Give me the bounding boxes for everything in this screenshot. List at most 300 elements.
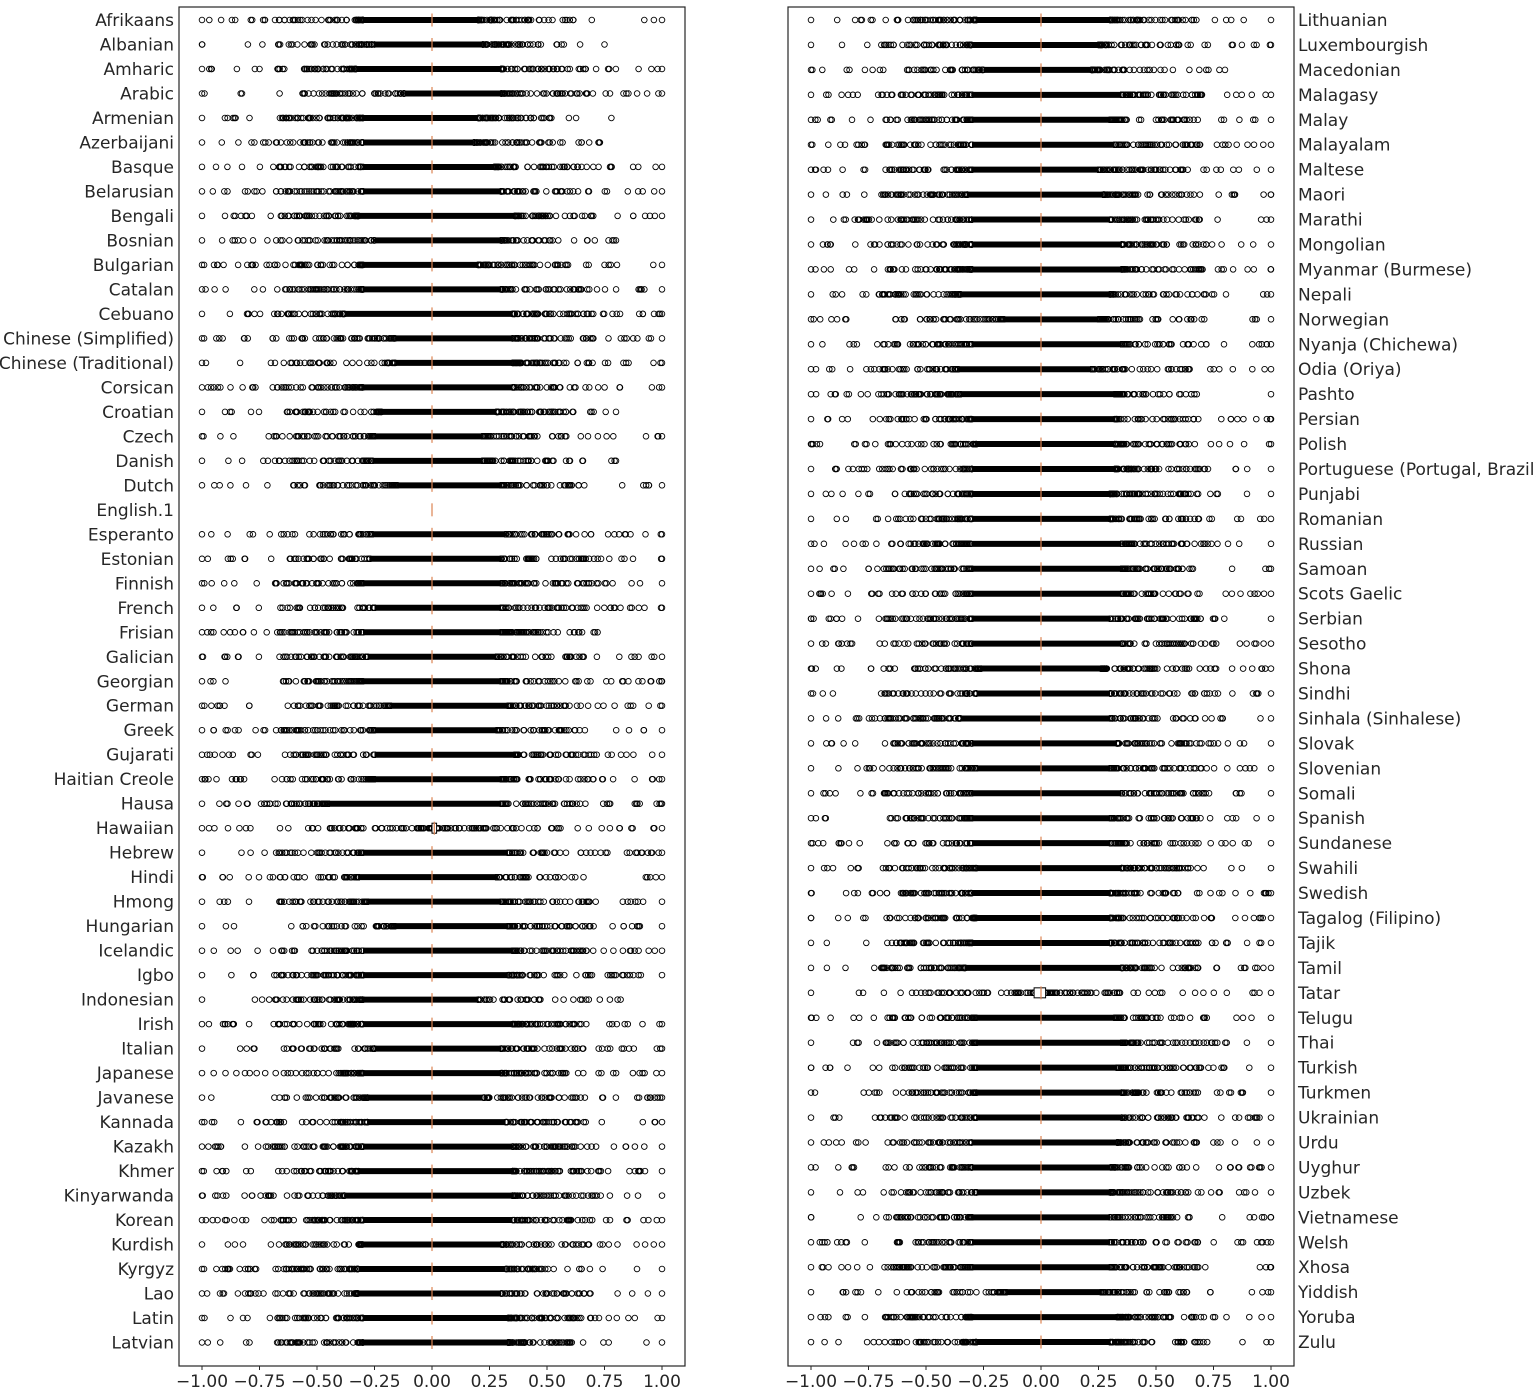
- left-outlier-point: [659, 262, 665, 268]
- left-outlier-point: [651, 17, 657, 23]
- left-outlier-point: [602, 605, 608, 611]
- left-category-label: Bulgarian: [93, 256, 174, 276]
- left-outlier-point: [544, 189, 550, 195]
- left-outlier-point: [612, 703, 618, 709]
- left-outlier-point: [543, 581, 549, 587]
- left-outlier-point: [199, 483, 205, 489]
- left-box-row: [110, 207, 664, 227]
- left-outlier-point: [199, 189, 205, 195]
- left-outlier-point: [251, 630, 257, 636]
- left-outlier-point: [228, 385, 234, 391]
- left-outlier-point: [659, 654, 665, 660]
- left-outlier-point: [256, 409, 262, 415]
- left-outlier-point: [607, 91, 613, 97]
- left-outlier-point: [234, 66, 240, 72]
- left-outlier-point: [345, 262, 351, 268]
- left-outlier-point: [239, 458, 245, 464]
- left-outlier-point: [595, 703, 601, 709]
- left-box-row: [123, 427, 665, 447]
- left-category-label: Gujarati: [106, 746, 174, 766]
- left-outlier-point: [651, 360, 657, 366]
- left-outlier-point: [590, 360, 596, 366]
- left-category-label: Bosnian: [106, 231, 174, 251]
- left-category-label: Basque: [111, 158, 174, 178]
- left-outlier-point: [350, 360, 356, 366]
- left-outlier-point: [199, 164, 205, 170]
- left-outlier-point: [245, 336, 251, 342]
- left-category-label: Amharic: [104, 60, 174, 80]
- left-outlier-point: [575, 360, 581, 366]
- left-outlier-point: [651, 262, 657, 268]
- left-outlier-point: [625, 189, 631, 195]
- left-outlier-point: [203, 287, 209, 293]
- left-outlier-point: [649, 66, 655, 72]
- left-outlier-point: [582, 532, 588, 538]
- left-outlier-point: [642, 605, 648, 611]
- left-outlier-point: [596, 164, 602, 170]
- left-xtick-label: 0.25: [471, 1372, 509, 1392]
- left-category-label: English.1: [96, 501, 174, 521]
- left-outlier-point: [649, 385, 655, 391]
- left-outlier-point: [557, 311, 563, 317]
- left-outlier-point: [614, 262, 620, 268]
- left-outlier-point: [199, 458, 205, 464]
- left-outlier-point: [266, 140, 272, 146]
- left-outlier-point: [243, 483, 249, 489]
- left-outlier-point: [228, 483, 234, 489]
- left-xtick-label: −0.50: [291, 1372, 343, 1392]
- left-outlier-point: [257, 311, 263, 317]
- left-box-row: [123, 476, 664, 496]
- left-outlier-point: [606, 238, 612, 244]
- left-outlier-point: [532, 654, 538, 660]
- left-outlier-point: [605, 532, 611, 538]
- left-outlier-point: [531, 164, 537, 170]
- left-outlier-point: [602, 385, 608, 391]
- left-outlier-point: [222, 213, 228, 219]
- left-outlier-point: [199, 532, 205, 538]
- left-outlier-point: [245, 42, 251, 48]
- left-outlier-point: [221, 262, 227, 268]
- left-outlier-point: [644, 91, 650, 97]
- left-outlier-point: [339, 581, 345, 587]
- left-outlier-point: [619, 483, 625, 489]
- left-outlier-point: [573, 115, 579, 121]
- left-outlier-point: [227, 311, 233, 317]
- left-outlier-point: [646, 703, 652, 709]
- left-outlier-point: [634, 91, 640, 97]
- left-category-label: Belarusian: [84, 182, 174, 202]
- left-outlier-point: [659, 213, 665, 219]
- left-outlier-point: [354, 91, 360, 97]
- left-category-label: Catalan: [109, 280, 174, 300]
- left-outlier-point: [598, 556, 604, 562]
- left-outlier-point: [643, 434, 649, 440]
- left-outlier-point: [593, 66, 599, 72]
- left-outlier-point: [236, 140, 242, 146]
- left-outlier-point: [659, 17, 665, 23]
- left-outlier-point: [604, 434, 610, 440]
- left-xtick-label: 1.00: [643, 1372, 681, 1392]
- left-box-row: [117, 599, 664, 619]
- left-outlier-point: [360, 91, 366, 97]
- left-category-label: Bengali: [110, 207, 174, 227]
- left-outlier-point: [636, 66, 642, 72]
- left-category-label: Czech: [123, 427, 174, 447]
- left-outlier-point: [594, 654, 600, 660]
- left-outlier-point: [551, 630, 557, 636]
- left-outlier-point: [199, 17, 205, 23]
- left-category-label: Albanian: [100, 35, 174, 55]
- left-outlier-point: [199, 556, 205, 562]
- left-outlier-point: [653, 164, 659, 170]
- left-category-label: French: [117, 599, 174, 619]
- left-outlier-point: [534, 91, 540, 97]
- left-outlier-point: [231, 434, 237, 440]
- left-outlier-point: [284, 140, 290, 146]
- left-outlier-point: [557, 483, 563, 489]
- left-outlier-point: [525, 164, 531, 170]
- left-outlier-point: [246, 703, 252, 709]
- left-outlier-point: [659, 287, 665, 293]
- left-outlier-point: [256, 605, 262, 611]
- left-outlier-point: [610, 311, 616, 317]
- left-outlier-point: [636, 605, 642, 611]
- left-category-label: Chinese (Traditional): [0, 354, 174, 374]
- left-outlier-point: [642, 17, 648, 23]
- left-outlier-point: [629, 581, 635, 587]
- left-outlier-point: [613, 66, 619, 72]
- left-category-label: Estonian: [101, 550, 174, 570]
- left-outlier-point: [270, 336, 276, 342]
- left-outlier-point: [313, 17, 319, 23]
- left-outlier-point: [260, 287, 266, 293]
- left-outlier-point: [218, 17, 224, 23]
- left-outlier-point: [534, 458, 540, 464]
- left-outlier-point: [287, 238, 293, 244]
- left-outlier-point: [257, 164, 263, 170]
- left-category-label: Chinese (Simplified): [3, 329, 174, 349]
- left-outlier-point: [659, 581, 665, 587]
- left-outlier-point: [339, 262, 345, 268]
- left-outlier-point: [250, 238, 256, 244]
- left-box-row: [111, 158, 665, 178]
- left-outlier-point: [525, 605, 531, 611]
- left-outlier-point: [212, 287, 218, 293]
- left-outlier-point: [210, 189, 216, 195]
- left-outlier-point: [571, 238, 577, 244]
- left-outlier-point: [199, 679, 205, 685]
- left-outlier-point: [585, 434, 591, 440]
- left-outlier-point: [266, 434, 272, 440]
- left-outlier-point: [260, 42, 266, 48]
- left-outlier-point: [553, 213, 559, 219]
- left-outlier-point: [247, 115, 253, 121]
- left-box-row: [99, 305, 665, 325]
- left-box-row: [88, 525, 665, 545]
- left-outlier-point: [229, 17, 235, 23]
- left-outlier-point: [601, 703, 607, 709]
- left-xtick-label: 0.00: [413, 1372, 451, 1392]
- left-outlier-point: [607, 556, 613, 562]
- left-category-label: Irish: [138, 1015, 174, 1035]
- left-box-row: [84, 182, 665, 202]
- left-outlier-point: [250, 532, 256, 538]
- left-box-row: [109, 280, 665, 300]
- left-xtick-label: 0.50: [528, 1372, 566, 1392]
- left-outlier-point: [656, 91, 662, 97]
- left-category-label: Dutch: [123, 476, 174, 496]
- left-outlier-point: [544, 385, 550, 391]
- left-outlier-point: [615, 213, 621, 219]
- left-outlier-point: [218, 434, 224, 440]
- left-outlier-point: [199, 311, 205, 317]
- left-outlier-point: [651, 189, 657, 195]
- left-outlier-point: [225, 164, 231, 170]
- left-outlier-point: [603, 409, 609, 415]
- left-outlier-point: [307, 532, 313, 538]
- left-outlier-point: [281, 360, 287, 366]
- left-outlier-point: [549, 483, 555, 489]
- left-box-row: [104, 60, 665, 80]
- left-outlier-point: [252, 287, 258, 293]
- left-outlier-point: [283, 262, 289, 268]
- left-category-label: Corsican: [101, 378, 174, 398]
- left-category-label: Italian: [121, 1040, 174, 1060]
- left-category-label: Afrikaans: [95, 11, 174, 31]
- left-outlier-point: [595, 434, 601, 440]
- left-box-row: [92, 109, 614, 129]
- left-outlier-point: [594, 287, 600, 293]
- left-outlier-point: [521, 238, 527, 244]
- left-box-row: [119, 623, 600, 643]
- left-box-row: [102, 403, 619, 423]
- left-outlier-point: [267, 532, 273, 538]
- left-outlier-point: [350, 409, 356, 415]
- left-outlier-point: [577, 42, 583, 48]
- left-outlier-point: [213, 164, 219, 170]
- left-outlier-point: [203, 360, 209, 366]
- left-category-label: Cebuano: [99, 305, 175, 325]
- left-outlier-point: [217, 483, 223, 489]
- left-outlier-point: [640, 311, 646, 317]
- left-box-row: [106, 697, 665, 717]
- left-outlier-point: [586, 140, 592, 146]
- left-outlier-point: [260, 189, 266, 195]
- left-outlier-point: [199, 213, 205, 219]
- left-outlier-point: [587, 385, 593, 391]
- left-outlier-point: [265, 483, 271, 489]
- left-box-row: [3, 329, 665, 349]
- left-outlier-point: [611, 434, 617, 440]
- left-outlier-point: [275, 287, 281, 293]
- left-outlier-point: [212, 483, 218, 489]
- left-outlier-point: [199, 115, 205, 121]
- left-box-row: [101, 378, 665, 398]
- left-category-label: Icelandic: [98, 942, 174, 962]
- left-outlier-point: [609, 115, 615, 121]
- left-category-label: Japanese: [96, 1064, 174, 1084]
- left-xtick-label: 0.75: [586, 1372, 624, 1392]
- left-category-label: Hausa: [121, 795, 174, 815]
- left-outlier-point: [302, 42, 308, 48]
- left-category-label: Arabic: [120, 84, 174, 104]
- left-category-label: German: [106, 697, 174, 717]
- left-outlier-point: [199, 605, 205, 611]
- left-outlier-point: [207, 17, 213, 23]
- left-outlier-point: [223, 287, 229, 293]
- left-outlier-point: [240, 385, 246, 391]
- left-category-label: Azerbaijani: [79, 133, 174, 153]
- left-box-row: [115, 452, 618, 472]
- left-outlier-point: [573, 532, 579, 538]
- left-box-row: [120, 84, 665, 104]
- left-outlier-point: [319, 17, 325, 23]
- left-category-label: Indonesian: [81, 991, 174, 1011]
- left-category-label: Hawaiian: [96, 819, 174, 839]
- left-category-label: Galician: [106, 648, 174, 668]
- left-category-label: Hungarian: [86, 917, 174, 937]
- left-outlier-point: [221, 630, 227, 636]
- left-boxplot-panel: [0, 7, 685, 1392]
- left-outlier-point: [199, 140, 205, 146]
- left-xtick-label: −0.25: [348, 1372, 400, 1392]
- left-box-row: [79, 133, 602, 153]
- left-outlier-point: [268, 213, 274, 219]
- left-outlier-point: [293, 679, 299, 685]
- left-outlier-point: [618, 605, 624, 611]
- left-xtick-label: −0.75: [233, 1372, 285, 1392]
- left-category-label: Igbo: [137, 966, 174, 986]
- left-outlier-point: [575, 164, 581, 170]
- left-outlier-point: [327, 556, 333, 562]
- left-outlier-point: [199, 238, 205, 244]
- left-outlier-point: [302, 164, 308, 170]
- left-outlier-point: [613, 409, 619, 415]
- left-outlier-point: [347, 532, 353, 538]
- left-outlier-point: [659, 336, 665, 342]
- left-outlier-point: [235, 262, 241, 268]
- left-outlier-point: [287, 434, 293, 440]
- left-category-label: Armenian: [92, 109, 174, 129]
- left-outlier-point: [637, 581, 643, 587]
- left-outlier-point: [617, 311, 623, 317]
- left-outlier-point: [537, 262, 543, 268]
- left-outlier-point: [602, 42, 608, 48]
- left-outlier-point: [566, 115, 572, 121]
- left-outlier-point: [199, 66, 205, 72]
- left-outlier-point: [591, 164, 597, 170]
- left-box-row: [101, 550, 665, 570]
- left-category-label: Haitian Creole: [54, 770, 174, 790]
- left-outlier-point: [659, 164, 665, 170]
- left-outlier-point: [588, 532, 594, 538]
- left-outlier-point: [256, 654, 262, 660]
- left-outlier-point: [209, 532, 215, 538]
- left-outlier-point: [209, 703, 215, 709]
- left-category-label: Georgian: [97, 672, 174, 692]
- left-outlier-point: [563, 679, 569, 685]
- left-category-label: Danish: [115, 452, 174, 472]
- left-outlier-point: [606, 336, 612, 342]
- left-outlier-point: [226, 458, 232, 464]
- left-outlier-point: [239, 164, 245, 170]
- left-outlier-point: [199, 42, 205, 48]
- left-outlier-point: [582, 483, 588, 489]
- left-outlier-point: [302, 311, 308, 317]
- left-box-row: [97, 672, 665, 692]
- left-outlier-point: [576, 483, 582, 489]
- left-outlier-point: [602, 287, 608, 293]
- left-outlier-point: [264, 630, 270, 636]
- left-outlier-point: [280, 434, 286, 440]
- left-outlier-point: [237, 360, 243, 366]
- left-outlier-point: [326, 581, 332, 587]
- left-outlier-point: [592, 238, 598, 244]
- left-outlier-point: [636, 679, 642, 685]
- left-outlier-point: [199, 409, 205, 415]
- left-outlier-point: [610, 581, 616, 587]
- left-outlier-point: [205, 556, 211, 562]
- left-box-row: [95, 11, 665, 31]
- left-outlier-point: [594, 605, 600, 611]
- left-box-row: [115, 574, 665, 594]
- left-category-label: Hmong: [113, 893, 174, 913]
- left-outlier-point: [357, 360, 363, 366]
- left-outlier-point: [524, 483, 530, 489]
- left-outlier-point: [545, 262, 551, 268]
- left-box-row: [106, 231, 618, 251]
- left-outlier-point: [248, 409, 254, 415]
- left-outlier-point: [590, 91, 596, 97]
- left-outlier-point: [630, 556, 636, 562]
- left-outlier-point: [365, 360, 371, 366]
- left-category-label: Frisian: [119, 623, 174, 643]
- left-outlier-point: [630, 213, 636, 219]
- left-outlier-point: [254, 581, 260, 587]
- left-outlier-point: [574, 703, 580, 709]
- left-outlier-point: [643, 532, 649, 538]
- left-outlier-point: [362, 409, 368, 415]
- left-outlier-point: [268, 556, 274, 562]
- left-outlier-point: [223, 679, 229, 685]
- left-outlier-point: [285, 703, 291, 709]
- left-outlier-point: [578, 434, 584, 440]
- left-box-row: [106, 648, 665, 668]
- left-outlier-point: [219, 238, 225, 244]
- left-outlier-point: [265, 238, 271, 244]
- left-outlier-point: [613, 287, 619, 293]
- left-outlier-point: [225, 532, 231, 538]
- left-outlier-point: [635, 336, 641, 342]
- left-outlier-point: [211, 605, 217, 611]
- left-outlier-point: [325, 311, 331, 317]
- left-outlier-point: [564, 287, 570, 293]
- left-category-label: Hebrew: [109, 844, 174, 864]
- left-outlier-point: [219, 140, 225, 146]
- left-outlier-point: [232, 581, 238, 587]
- left-category-label: Finnish: [115, 574, 174, 594]
- left-outlier-point: [589, 17, 595, 23]
- left-outlier-point: [252, 311, 258, 317]
- left-category-label: Hindi: [130, 868, 174, 888]
- left-outlier-point: [595, 385, 601, 391]
- left-outlier-point: [528, 91, 534, 97]
- left-box-row: [96, 501, 432, 521]
- left-outlier-point: [617, 654, 623, 660]
- left-outlier-point: [209, 581, 215, 587]
- left-outlier-point: [632, 654, 638, 660]
